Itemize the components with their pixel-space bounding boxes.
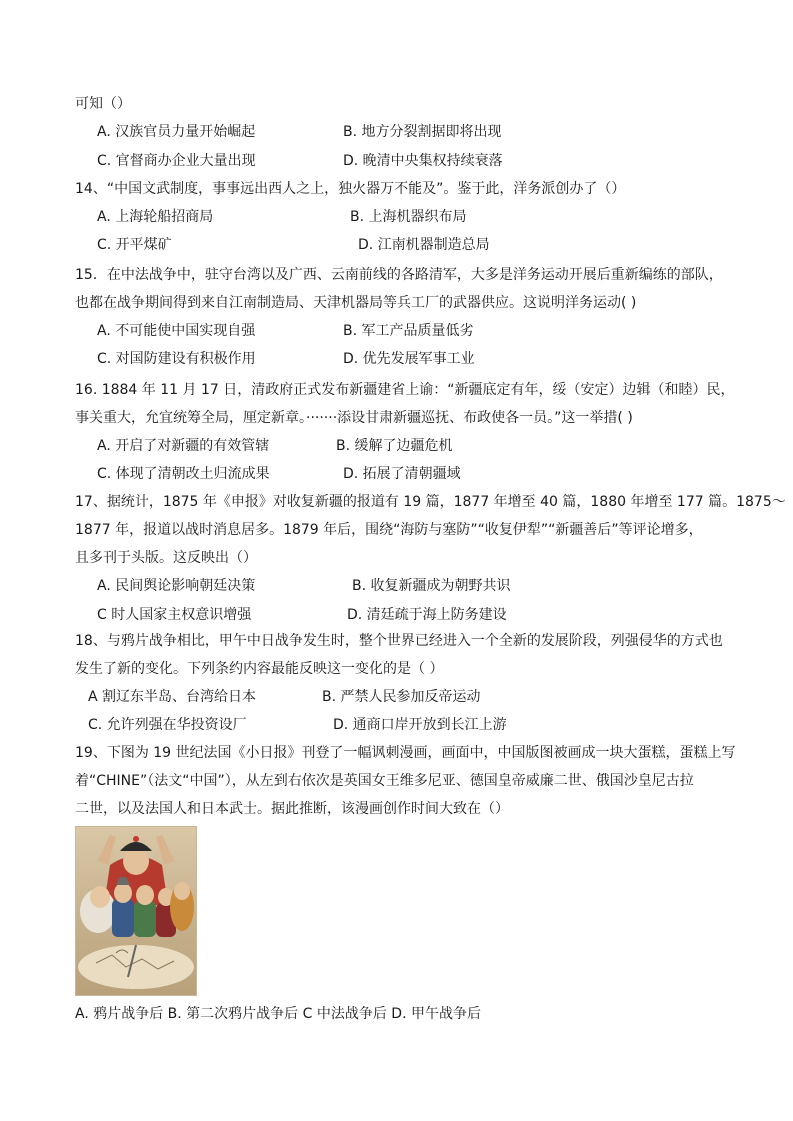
q19-stem-line1: 19、下图为 19 世纪法国《小日报》刊登了一幅讽刺漫画，画面中，中国版图被画成一块大蛋糕，蛋糕上写 [75,745,736,761]
q16-option-d: D. 拓展了清朝疆域 [343,466,461,482]
q16-stem-line2: 事关重大，允宜统筹全局，厘定新章。·······添设甘肃新疆巡抚、布政使各一员。”这一举措( ) [75,410,633,426]
q17-stem-line1: 17、据统计，1875 年《申报》对收复新疆的报道有 19 篇，1877 年增至 40 篇，1880 年增至 177 篇。1875～ [75,494,786,510]
cartoon-illustration [76,827,196,995]
q18-stem-line1: 18、与鸦片战争相比，甲午中日战争发生时，整个世界已经进入一个全新的发展阶段，列强侵华的方式也 [75,633,723,649]
q14-option-d: D. 江南机器制造总局 [358,237,490,253]
q19-options: A. 鸦片战争后 B. 第二次鸦片战争后 C 中法战争后 D. 甲午战争后 [75,1006,481,1022]
q16-option-a: A. 开启了对新疆的有效管辖 [97,438,270,454]
satirical-cartoon-image [75,826,197,996]
q17-option-b: B. 收复新疆成为朝野共识 [352,578,511,594]
q17-stem-line2: 1877 年，报道以战时消息居多。1879 年后，围绕“海防与塞防”“收复伊犁”“新疆善后”等评论增多， [75,522,703,538]
q13-option-a: A. 汉族官员力量开始崛起 [97,124,256,140]
q16-option-c: C. 体现了清朝改土归流成果 [97,466,270,482]
q13-option-c: C. 官督商办企业大量出现 [97,153,256,169]
q18-stem-line2: 发生了新的变化。下列条约内容最能反映这一变化的是（ ） [75,661,444,677]
q15-option-b: B. 军工产品质量低劣 [343,323,474,339]
q13-option-b: B. 地方分裂割据即将出现 [343,124,502,140]
q17-option-c: C 时人国家主权意识增强 [97,607,252,623]
q18-option-a: A 割辽东半岛、台湾给日本 [88,689,257,705]
q19-stem-line3: 二世，以及法国人和日本武士。据此推断，该漫画创作时间大致在（） [75,801,509,817]
q14-stem: 14、“中国文武制度，事事远出西人之上，独火器万不能及”。鉴于此，洋务派创办了（） [75,181,626,197]
q13-stem-continuation: 可知（） [75,96,131,112]
q15-stem-line2: 也都在战争期间得到来自江南制造局、天津机器局等兵工厂的武器供应。这说明洋务运动( ) [75,295,637,311]
q14-option-b: B. 上海机器织布局 [350,209,467,225]
q13-option-d: D. 晚清中央集权持续衰落 [343,153,503,169]
q16-option-b: B. 缓解了边疆危机 [336,438,453,454]
q14-option-a: A. 上海轮船招商局 [97,209,214,225]
q18-option-c: C. 允许列强在华投资设厂 [88,717,247,733]
q17-option-d: D. 清廷疏于海上防务建设 [347,607,507,623]
q19-stem-line2: 着“CHINE”（法文“中国”），从左到右依次是英国女王维多尼亚、德国皇帝威廉二世、俄国沙皇尼古拉 [75,773,694,789]
q15-option-d: D. 优先发展军事工业 [343,351,475,367]
q15-option-a: A. 不可能使中国实现自强 [97,323,256,339]
q15-stem-line1: 15．在中法战争中，驻守台湾以及广西、云南前线的各路清军，大多是洋务运动开展后重新编练的部队， [75,267,723,283]
q18-option-b: B. 严禁人民参加反帝运动 [322,689,481,705]
q17-option-a: A. 民间舆论影响朝廷决策 [97,578,256,594]
q15-option-c: C. 对国防建设有积极作用 [97,351,256,367]
q18-option-d: D. 通商口岸开放到长江上游 [333,717,507,733]
q16-stem-line1: 16. 1884 年 11 月 17 日，清政府正式发布新疆建省上谕：“新疆底定有年，绥（安定）边辑（和睦）民， [75,382,735,398]
q14-option-c: C. 开平煤矿 [97,237,172,253]
q17-stem-line3: 且多刊于头版。这反映出（） [75,550,257,566]
